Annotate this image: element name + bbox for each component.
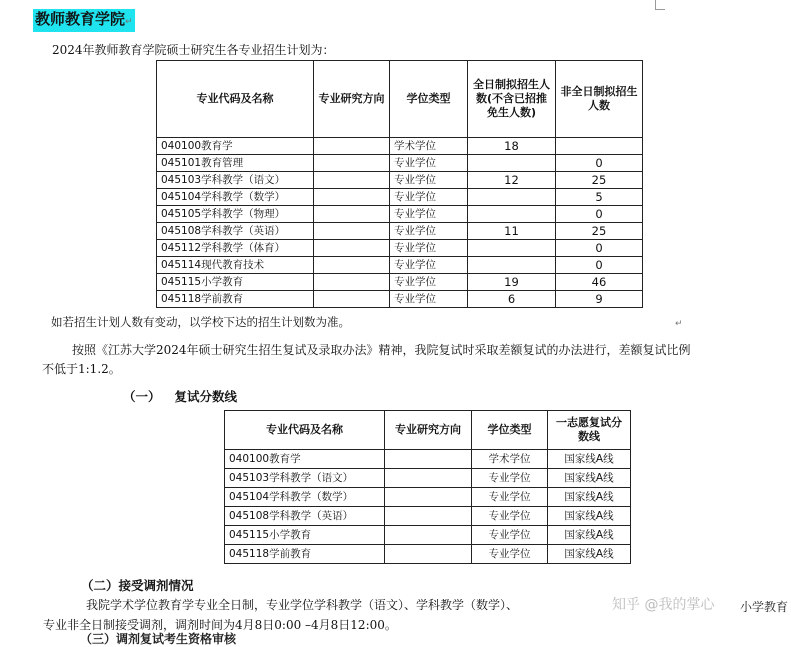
- enrollment-plan-table: [156, 60, 643, 308]
- degree-type-cell: 学术学位: [390, 138, 468, 155]
- major-cell: 045115小学教育: [157, 274, 314, 291]
- parttime-count-cell: 0: [556, 240, 643, 257]
- direction-cell: [314, 274, 390, 291]
- degree-type-cell: 专业学位: [390, 206, 468, 223]
- direction-cell: [314, 257, 390, 274]
- parttime-count-cell: 25: [556, 172, 643, 189]
- col-header-direction: 专业研究方向: [314, 61, 390, 138]
- major-cell: 040100教育学: [157, 138, 314, 155]
- table-row: [225, 450, 631, 469]
- degree-type-cell: 专业学位: [472, 507, 548, 526]
- col-header-major: 专业代码及名称: [157, 61, 314, 138]
- major-cell: 045118学前教育: [225, 545, 385, 564]
- col-header-degree-type: 学位类型: [390, 61, 468, 138]
- parttime-count-cell: 5: [556, 189, 643, 206]
- direction-cell: [385, 469, 472, 488]
- direction-cell: [314, 155, 390, 172]
- degree-type-cell: 专业学位: [472, 488, 548, 507]
- degree-type-cell: 专业学位: [472, 469, 548, 488]
- table-row: [157, 189, 643, 206]
- score-line-cell: 国家线A线: [548, 507, 631, 526]
- parttime-count-cell: [556, 138, 643, 155]
- col-header-parttime-count: 非全日制拟招生人数: [556, 61, 643, 138]
- adjustment-paragraph: 我院学术学位教育学专业全日制，专业学位学科教学（语文）、学科教学（数学）、: [86, 598, 519, 612]
- major-cell: 045104学科教学（数学）: [225, 488, 385, 507]
- direction-cell: [314, 138, 390, 155]
- col-header-fulltime-count: 全日制拟招生人数(不含已招推免生人数): [468, 61, 556, 138]
- fulltime-count-cell: [468, 257, 556, 274]
- table-row: [157, 138, 643, 155]
- degree-type-cell: 专业学位: [472, 526, 548, 545]
- direction-cell: [314, 240, 390, 257]
- col-header-degree-type: 学位类型: [472, 411, 548, 450]
- next-section-heading-cut: （三）调剂复试考生资格审核: [80, 632, 237, 646]
- parttime-count-cell: 0: [556, 257, 643, 274]
- col-header-major: 专业代码及名称: [225, 411, 385, 450]
- watermark: 知乎 @我的掌心: [612, 597, 715, 613]
- fulltime-count-cell: [468, 240, 556, 257]
- major-cell: 045101教育管理: [157, 155, 314, 172]
- fulltime-count-cell: 19: [468, 274, 556, 291]
- score-line-table: [224, 410, 631, 564]
- table-row: [157, 274, 643, 291]
- section-heading-adjustment: （二）接受调剂情况: [81, 578, 194, 593]
- direction-cell: [314, 189, 390, 206]
- direction-cell: [385, 450, 472, 469]
- col-header-direction: 专业研究方向: [385, 411, 472, 450]
- table-row: [225, 469, 631, 488]
- direction-cell: [385, 526, 472, 545]
- table-row: [157, 240, 643, 257]
- degree-type-cell: 专业学位: [390, 257, 468, 274]
- direction-cell: [314, 172, 390, 189]
- retest-rule-paragraph: 按照《江苏大学2024年硕士研究生招生复试及录取办法》精神，我院复试时采取差额复试的办法进行，差额复试比例: [72, 343, 691, 357]
- degree-type-cell: 专业学位: [390, 291, 468, 308]
- major-cell: 045105学科教学（物理）: [157, 206, 314, 223]
- degree-type-cell: 专业学位: [390, 223, 468, 240]
- major-cell: 045103学科教学（语文）: [225, 469, 385, 488]
- direction-cell: [314, 291, 390, 308]
- parttime-count-cell: 46: [556, 274, 643, 291]
- major-cell: 045118学前教育: [157, 291, 314, 308]
- adjustment-paragraph-tail: 小学教育: [740, 600, 789, 614]
- page-title: 教师教育学院↵: [33, 9, 135, 32]
- table-row: [225, 526, 631, 545]
- plan-note: 如若招生计划人数有变动，以学校下达的招生计划数为准。 ↵: [51, 315, 683, 329]
- intro-paragraph: 2024年教师教育学院硕士研究生各专业招生计划为：: [52, 43, 335, 57]
- table-row: [157, 291, 643, 308]
- score-line-cell: 国家线A线: [548, 450, 631, 469]
- degree-type-cell: 专业学位: [390, 172, 468, 189]
- direction-cell: [385, 488, 472, 507]
- major-cell: 045108学科教学（英语）: [157, 223, 314, 240]
- major-cell: 045104学科教学（数学）: [157, 189, 314, 206]
- major-cell: 045112学科教学（体育）: [157, 240, 314, 257]
- score-line-cell: 国家线A线: [548, 469, 631, 488]
- col-header-score-line: 一志愿复试分数线: [548, 411, 631, 450]
- table-row: [225, 545, 631, 564]
- fulltime-count-cell: 11: [468, 223, 556, 240]
- adjustment-paragraph-cont: 专业非全日制接受调剂，调剂时间为4月8日0:00 –4月8日12:00。: [43, 618, 397, 632]
- degree-type-cell: 专业学位: [390, 274, 468, 291]
- major-cell: 045114现代教育技术: [157, 257, 314, 274]
- parttime-count-cell: 0: [556, 155, 643, 172]
- degree-type-cell: 专业学位: [390, 189, 468, 206]
- degree-type-cell: 学术学位: [472, 450, 548, 469]
- fulltime-count-cell: [468, 155, 556, 172]
- fulltime-count-cell: 18: [468, 138, 556, 155]
- score-line-cell: 国家线A线: [548, 526, 631, 545]
- direction-cell: [385, 545, 472, 564]
- score-line-cell: 国家线A线: [548, 545, 631, 564]
- direction-cell: [314, 206, 390, 223]
- score-line-cell: 国家线A线: [548, 488, 631, 507]
- direction-cell: [385, 507, 472, 526]
- table-row: [157, 257, 643, 274]
- fulltime-count-cell: [468, 189, 556, 206]
- degree-type-cell: 专业学位: [472, 545, 548, 564]
- table-row: [157, 155, 643, 172]
- table-row: [225, 488, 631, 507]
- table-row: [225, 507, 631, 526]
- retest-rule-paragraph-cont: 不低于1:1.2。: [42, 362, 121, 376]
- degree-type-cell: 专业学位: [390, 240, 468, 257]
- fulltime-count-cell: 12: [468, 172, 556, 189]
- parttime-count-cell: 0: [556, 206, 643, 223]
- table-row: [157, 223, 643, 240]
- section-heading-score-line: （一） 复试分数线: [123, 389, 238, 404]
- page-corner-mark: [655, 0, 665, 10]
- degree-type-cell: 专业学位: [390, 155, 468, 172]
- parttime-count-cell: 9: [556, 291, 643, 308]
- major-cell: 045103学科教学（语文）: [157, 172, 314, 189]
- major-cell: 045108学科教学（英语）: [225, 507, 385, 526]
- direction-cell: [314, 223, 390, 240]
- table-row: [157, 172, 643, 189]
- major-cell: 040100教育学: [225, 450, 385, 469]
- major-cell: 045115小学教育: [225, 526, 385, 545]
- parttime-count-cell: 25: [556, 223, 643, 240]
- table-row: [157, 206, 643, 223]
- fulltime-count-cell: [468, 206, 556, 223]
- fulltime-count-cell: 6: [468, 291, 556, 308]
